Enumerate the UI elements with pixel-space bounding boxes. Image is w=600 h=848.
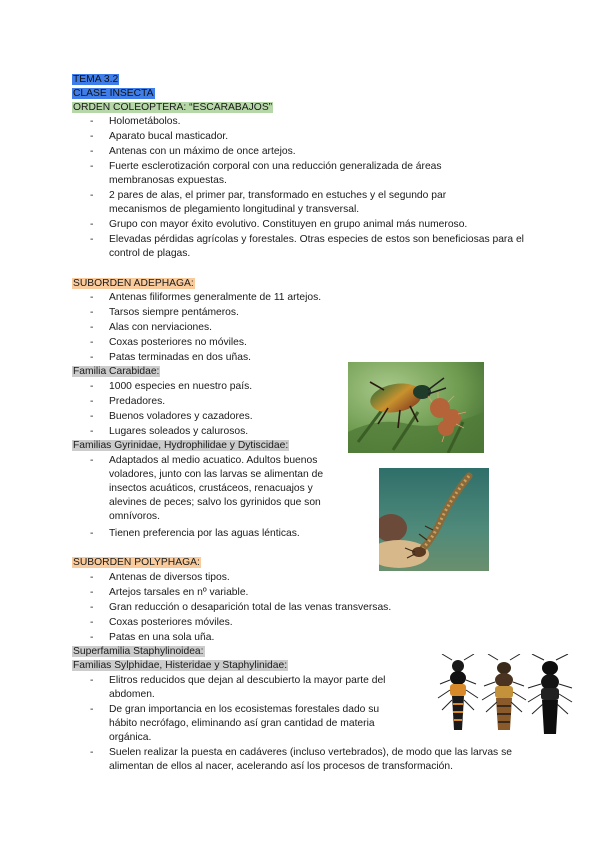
list-item: - Alas con nerviaciones. <box>90 322 213 333</box>
list-item: - Patas en una sola uña. <box>90 632 215 643</box>
list-item: - 1000 especies en nuestro país. <box>90 381 253 392</box>
list-item: - Tarsos siempre pentámeros. <box>90 307 239 318</box>
list-item: - 2 pares de alas, el primer par, transformado en estuches y el segundo par mecanismos de plegamiento longitudinal y transversal. <box>90 190 447 215</box>
list-item: - Fuerte esclerotización corporal con una reducción generalizada de áreas membranosas expuestas. <box>90 161 442 186</box>
list-item: - Holometábolos. <box>90 116 181 127</box>
carabidae-photo <box>348 362 484 453</box>
list-item: - Elitros reducidos que dejan al descubierto la mayor parte del abdomen. <box>90 675 386 700</box>
gyrinidae-heading: Familias Gyrinidae, Hydrophilidae y Dytiscidae: <box>73 440 289 451</box>
staphylinidae-heading: Familias Sylphidae, Histeridae y Staphylinidae: <box>73 660 288 671</box>
list-item: - Coxas posteriores móviles. <box>90 617 233 628</box>
tema-heading: TEMA 3.2 <box>73 74 119 85</box>
list-item: - Suelen realizar la puesta en cadáveres (incluso vertebrados), de modo que las larvas se alimentan de ellos al nacer, acelerando así los procesos de transformación. <box>90 747 512 772</box>
larva-photo <box>379 468 489 571</box>
polyphaga-heading: SUBORDEN POLYPHAGA: <box>73 557 200 568</box>
list-item: - Artejos tarsales en nº variable. <box>90 587 249 598</box>
list-item: - Antenas filiformes generalmente de 11 artejos. <box>90 292 322 303</box>
list-item: - Buenos voladores y cazadores. <box>90 411 253 422</box>
adephaga-heading: SUBORDEN ADEPHAGA: <box>73 278 194 289</box>
list-item: - Elevadas pérdidas agrícolas y forestales. Otras especies de estos son beneficiosas para el control de plagas. <box>90 234 524 259</box>
list-item: - Gran reducción o desaparición total de las venas transversas. <box>90 602 392 613</box>
staphylinoidea-heading: Superfamilia Staphylinoidea: <box>73 646 204 657</box>
list-item: - De gran importancia en los ecosistemas forestales dado su hábito necrófago, eliminando así gran cantidad de materia orgánica. <box>90 704 380 743</box>
clase-heading: CLASE INSECTA <box>73 88 154 99</box>
list-item: - Coxas posteriores no móviles. <box>90 337 247 348</box>
list-item: - Antenas de diversos tipos. <box>90 572 230 583</box>
staphylinidae-illustration <box>428 654 578 738</box>
list-item: - Predadores. <box>90 396 166 407</box>
list-item: - Lugares soleados y calurosos. <box>90 426 249 437</box>
list-item: - Aparato bucal masticador. <box>90 131 229 142</box>
list-item: - Tienen preferencia por las aguas lénticas. <box>90 528 300 539</box>
list-item: - Antenas con un máximo de once artejos. <box>90 146 296 157</box>
list-item: - Grupo con mayor éxito evolutivo. Constituyen en grupo animal más numeroso. <box>90 219 468 230</box>
list-item: - Patas terminadas en dos uñas. <box>90 352 251 363</box>
carabidae-heading: Familia Carabidae: <box>73 366 160 377</box>
list-item: - Adaptados al medio acuatico. Adultos buenos voladores, junto con las larvas se alimentan de insectos acuáticos, crustáceos, renacuajos y alevines de peces; salvo los gyrinidos que son omnívoros. <box>90 455 324 522</box>
orden-heading: ORDEN COLEOPTERA: “ESCARABAJOS” <box>73 102 273 113</box>
